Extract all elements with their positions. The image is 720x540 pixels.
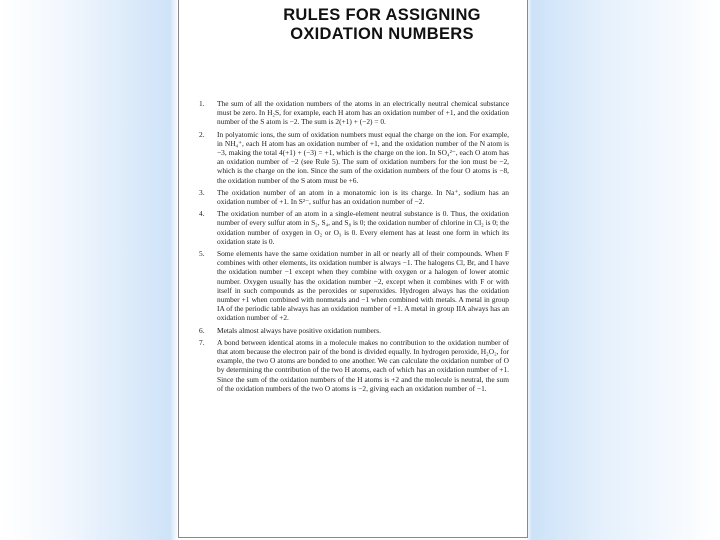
rules-list [199,99,509,393]
rule-number: 4. [199,209,205,219]
rule-text: A bond between identical atoms in a molecule makes no contribution to the oxidation number of that atom because the electron pair of the bond is divided equally. In hydrogen peroxide, H₂O₂, for example, the two O atoms are bonded to one another. We can calculate the oxidation number of O by determining the contribution of the two H atoms, each of which has an oxidation number of +1. Since the sum of the oxidation numbers of the H atoms is +2 and the molecule is neutral, the sum of the oxidation numbers of the two O atoms is −2, giving each an oxidation number of −1. [217,337,509,393]
title-line-1: RULES FOR ASSIGNING [283,6,481,24]
rule-text: The oxidation number of an atom in a monatomic ion is its charge. In Na⁺, sodium has an oxidation number of +1. In S²⁻, sulfur has an oxidation number of −2. [217,187,509,207]
rule-text: Metals almost always have positive oxidation numbers. [217,325,382,335]
rule-text: The sum of all the oxidation numbers of the atoms in an electrically neutral chemical substance must be zero. In H₂S, for example, each H atom has an oxidation number of +1, and the oxidation number of the S atom is −2. The sum is 2(+1) + (−2) = 0. [217,99,509,127]
rule-item [199,130,509,185]
rule-item [199,188,509,206]
rule-text: The oxidation number of an atom in a single-element neutral substance is 0. Thus, the oxidation number of every sulfur atom in S₂, S₄, and S₈ is 0; the oxidation number of chlorine in Cl₂ is 0; the oxidation number of oxygen in O₂ or O₃ is 0. Every element has at least one form in which its oxidation state is 0. [217,209,509,246]
rule-number: 7. [199,337,205,347]
rule-number: 2. [199,129,205,139]
rule-item [199,209,509,246]
rule-item [199,249,509,323]
rule-number: 6. [199,325,205,335]
rule-text: In polyatomic ions, the sum of oxidation numbers must equal the charge on the ion. For example, in NH₄⁺, each H atom has an oxidation number of +1, and the oxidation number of the N atom is −3, making the total 4(+1) + (−3) = +1, which is the charge on the ion. In SO₄²⁻, each O atom has an oxidation number of −2 (see Rule 5). The sum of oxidation numbers for the ion must be −2, which is the charge on the ion. Since the sum of the oxidation numbers of the four O atoms is −8, the oxidation number of the S atom must be +6. [217,129,509,185]
rule-text: Some elements have the same oxidation number in all or nearly all of their compounds. When F combines with other elements, its oxidation number is always −1. The halogens Cl, Br, and I have the oxidation number −1 except when they combine with oxygen or a halogen of lower atomic number. Oxygen usually has the oxidation number −2, except when it combines with F or with itself in such compounds as the peroxides or superoxides. Hydrogen always has the oxidation number +1 when combined with nonmetals and −1 when combined with metals. A metal in group IA of the periodic table always has an oxidation number of +1. A metal in group IIA always has an oxidation number of +2. [217,249,509,323]
document-page [178,0,528,538]
page-title [179,6,527,44]
rule-number: 5. [199,249,205,259]
title-line-2: OXIDATION NUMBERS [290,25,474,43]
rule-number: 1. [199,99,205,108]
rule-item [199,338,509,393]
rule-number: 3. [199,187,205,197]
rule-item [199,326,509,335]
rule-item [199,99,509,127]
